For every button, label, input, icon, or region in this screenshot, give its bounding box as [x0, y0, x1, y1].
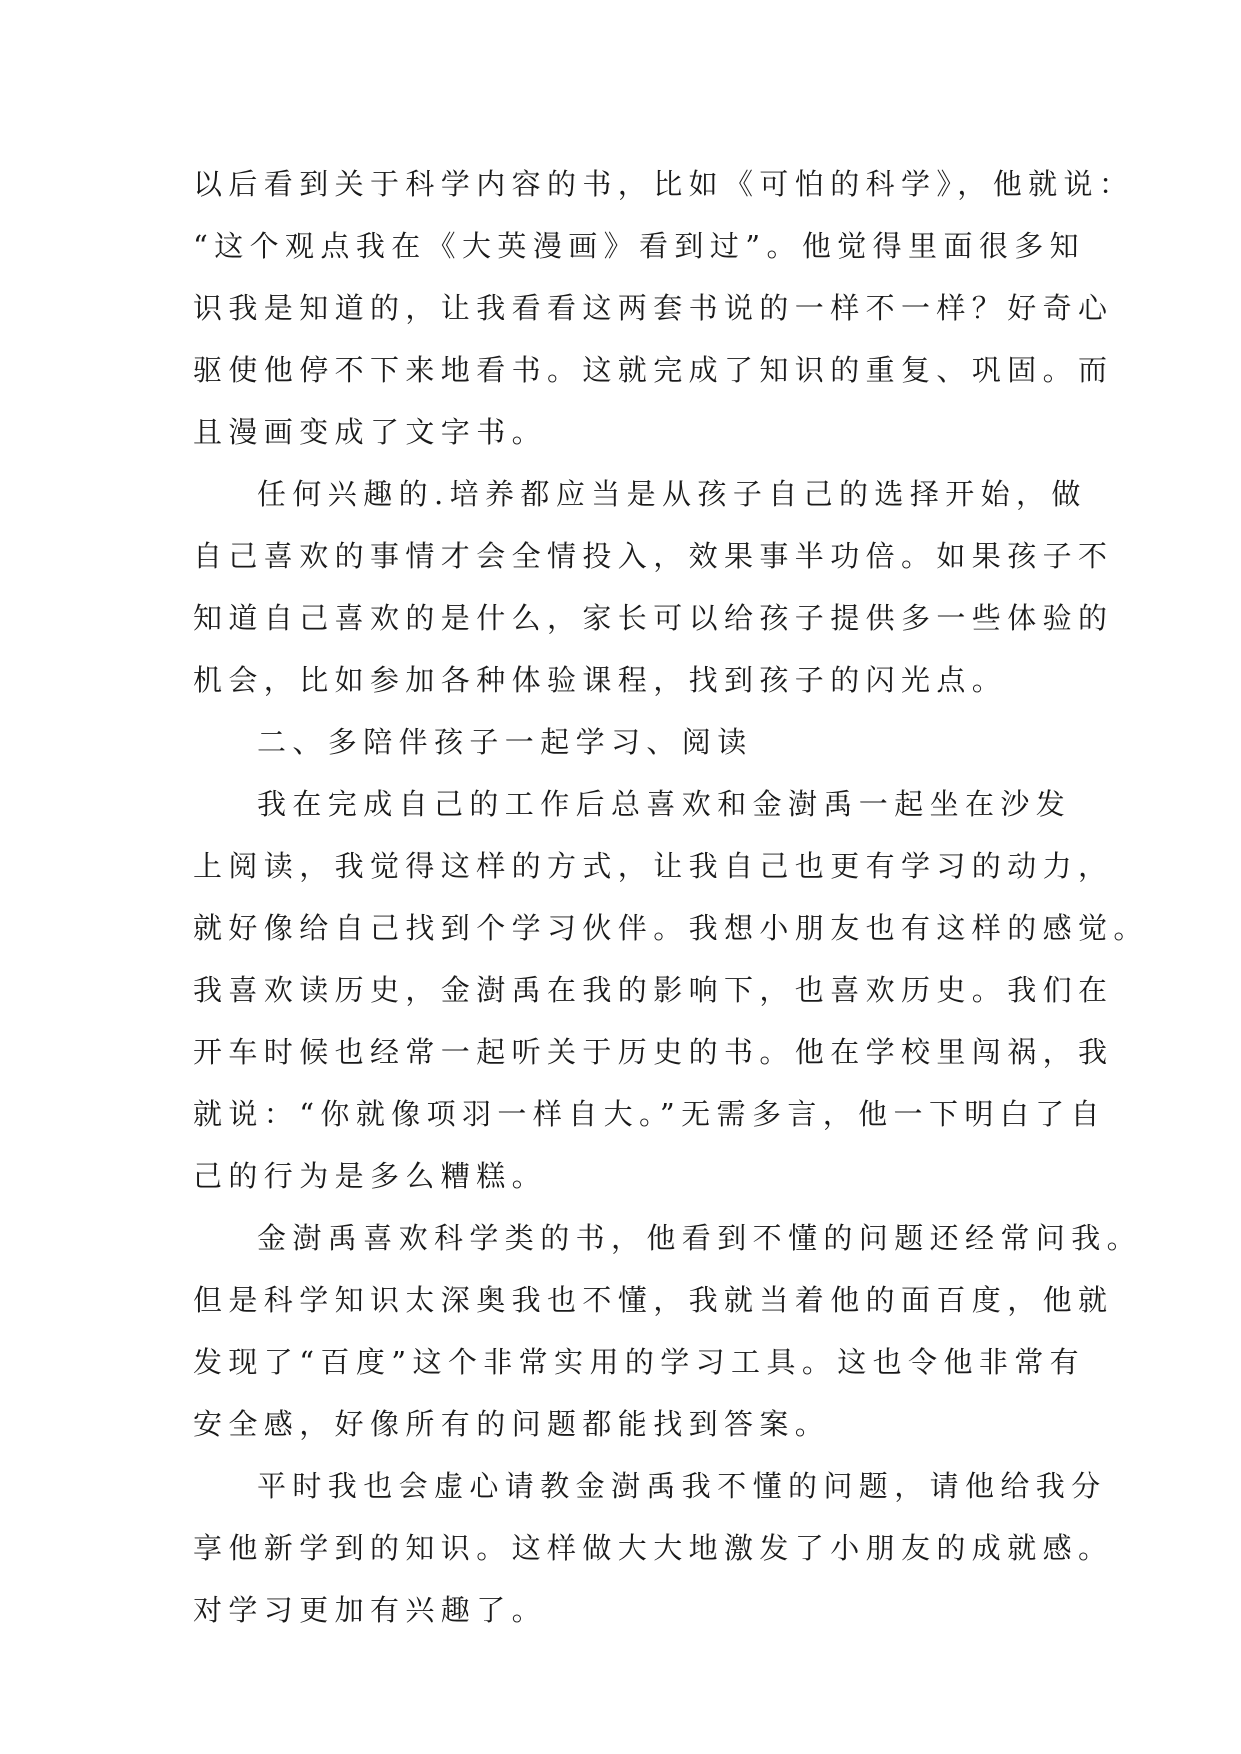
text-line: 识我是知道的，让我看看这两套书说的一样不一样？好奇心	[193, 291, 1114, 325]
paragraph-first-line: 平时我也会虚心请教金澍禹我不懂的问题，请他给我分	[257, 1469, 1107, 1503]
paragraph-first-line: 我在完成自己的工作后总喜欢和金澍禹一起坐在沙发	[257, 787, 1072, 821]
text-line: 自己喜欢的事情才会全情投入，效果事半功倍。如果孩子不	[193, 539, 1114, 573]
document-body	[193, 153, 1149, 1641]
text-line: 开车时候也经常一起听关于历史的书。他在学校里闯祸，我	[193, 1035, 1114, 1069]
text-line: 安全感，好像所有的问题都能找到答案。	[193, 1407, 831, 1441]
section-heading: 二、多陪伴孩子一起学习、阅读	[257, 725, 753, 759]
text-line: 就说：“你就像项羽一样自大。”无需多言，他一下明白了自	[193, 1097, 1106, 1131]
text-line: 己的行为是多么糟糕。	[193, 1159, 548, 1193]
text-line: 且漫画变成了文字书。	[193, 415, 548, 449]
paragraph-first-line: 金澍禹喜欢科学类的书，他看到不懂的问题还经常问我。	[257, 1221, 1143, 1255]
text-line: 以后看到关于科学内容的书，比如《可怕的科学》，他就说：	[193, 167, 1135, 201]
text-line: 但是科学知识太深奥我也不懂，我就当着他的面百度，他就	[193, 1283, 1114, 1317]
text-line: 发现了“百度”这个非常实用的学习工具。这也令他非常有	[193, 1345, 1086, 1379]
text-line: 我喜欢读历史，金澍禹在我的影响下，也喜欢历史。我们在	[193, 973, 1114, 1007]
paragraph-first-line: 任何兴趣的.培养都应当是从孩子自己的选择开始，做	[257, 477, 1087, 511]
text-line: 机会，比如参加各种体验课程，找到孩子的闪光点。	[193, 663, 1008, 697]
text-line: 对学习更加有兴趣了。	[193, 1593, 548, 1627]
text-line: 享他新学到的知识。这样做大大地激发了小朋友的成就感。	[193, 1531, 1114, 1565]
text-line: 知道自己喜欢的是什么，家长可以给孩子提供多一些体验的	[193, 601, 1114, 635]
text-line: 上阅读，我觉得这样的方式，让我自己也更有学习的动力，	[193, 849, 1114, 883]
text-line: 就好像给自己找到个学习伙伴。我想小朋友也有这样的感觉。	[193, 911, 1149, 945]
text-line: 驱使他停不下来地看书。这就完成了知识的重复、巩固。而	[193, 353, 1114, 387]
text-line: “这个观点我在《大英漫画》看到过”。他觉得里面很多知	[193, 229, 1086, 263]
